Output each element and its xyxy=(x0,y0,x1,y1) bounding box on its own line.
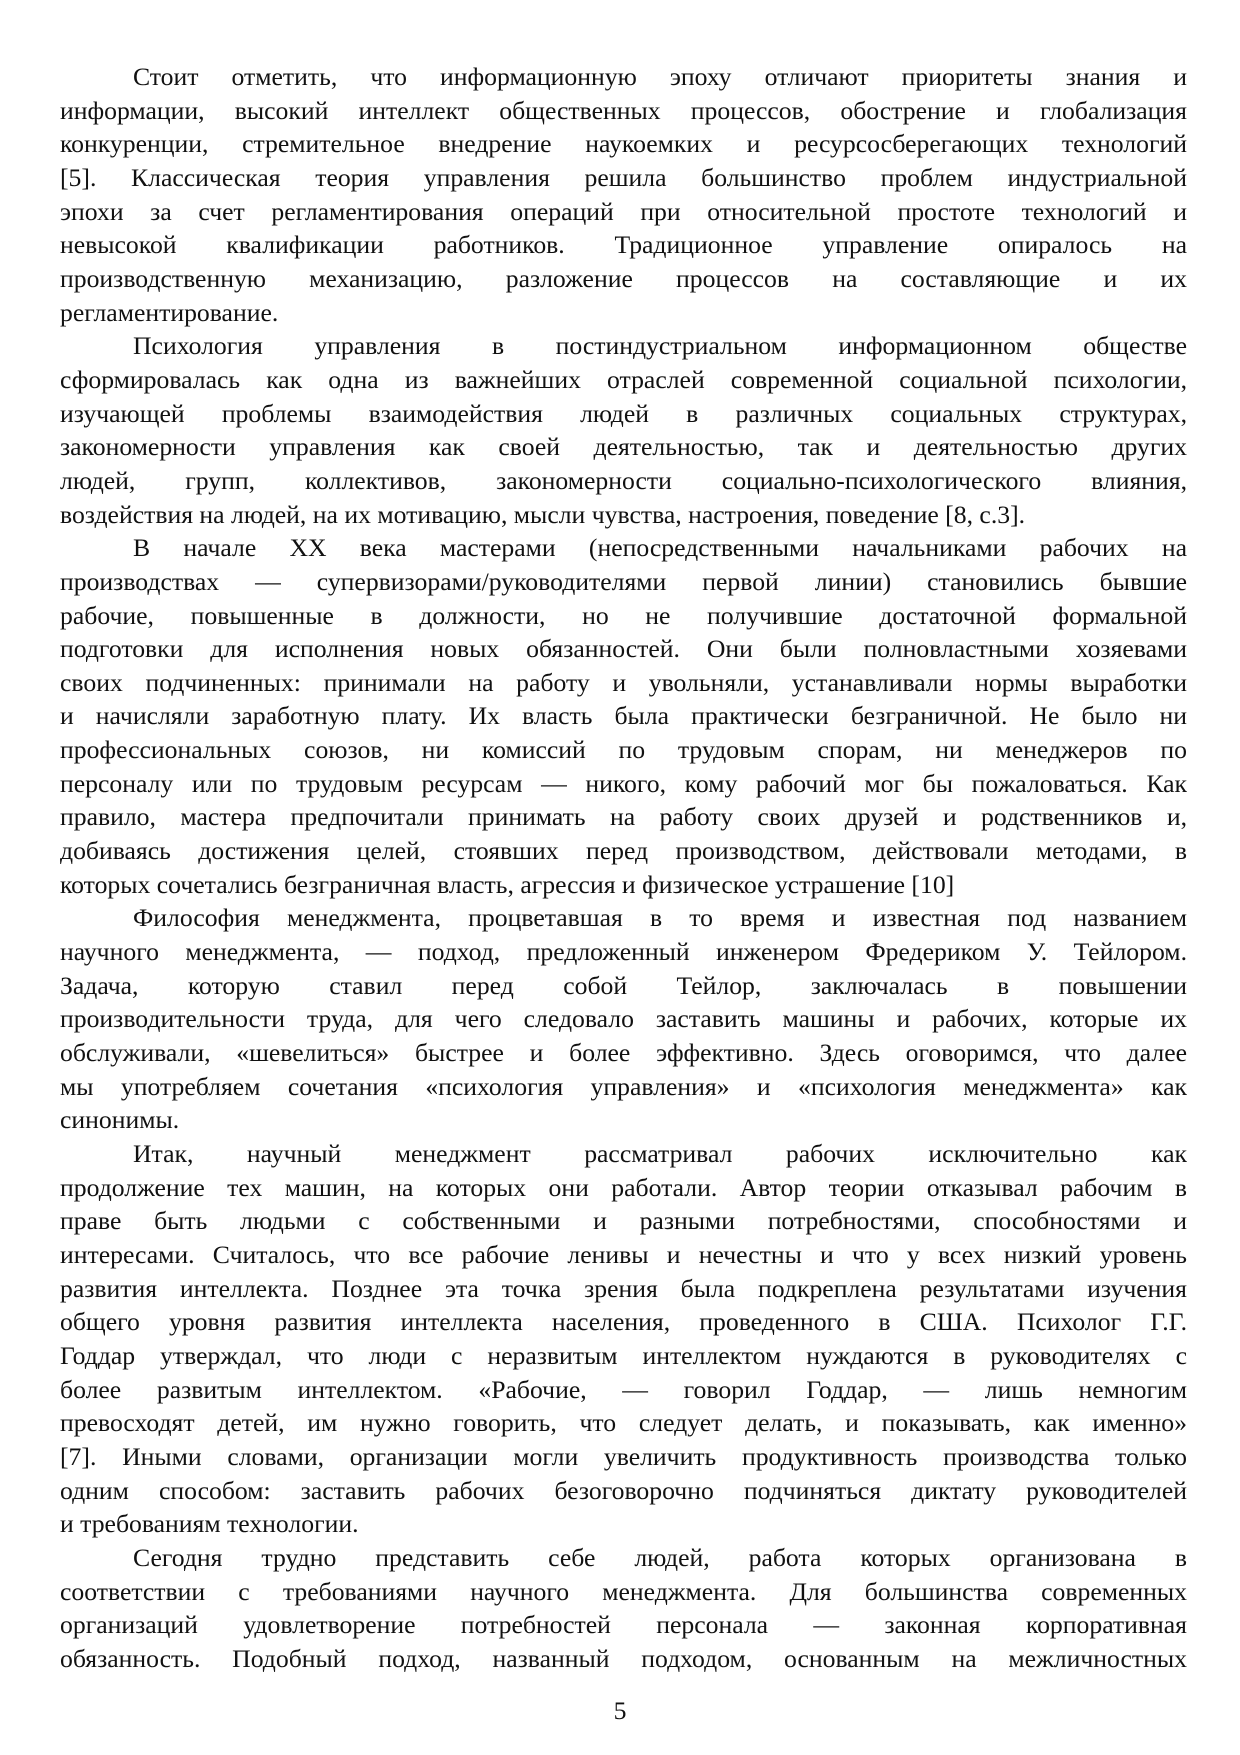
text-line: эпохи за счет регламентирования операций при относительной простоте технологий и xyxy=(60,196,1187,226)
text-line: синонимы. xyxy=(60,1105,180,1135)
text-line: подготовки для исполнения новых обязанностей. Они были полновластными хозяевами xyxy=(60,634,1187,664)
text-line: Годдар утверждал, что люди с неразвитым интеллектом нуждаются в руководителях с xyxy=(60,1340,1187,1370)
text-line: невысокой квалификации работников. Традиционное управление опиралось на xyxy=(60,230,1187,260)
text-line: изучающей проблемы взаимодействия людей в различных социальных структурах, xyxy=(60,398,1187,428)
text-line: более развитым интеллектом. «Рабочие, — говорил Годдар, — лишь немногим xyxy=(60,1374,1187,1404)
text-line: закономерности управления как своей деятельностью, так и деятельностью других xyxy=(60,432,1187,462)
page-number: 5 xyxy=(613,1696,627,1725)
text-line: производственную механизацию, разложение процессов на составляющие и их xyxy=(60,263,1187,293)
text-line: Сегодня трудно представить себе людей, работа которых организована в xyxy=(133,1542,1187,1572)
text-line: одним способом: заставить рабочих безоговорочно подчиняться диктату руководителей xyxy=(60,1475,1187,1505)
text-line: соответствии с требованиями научного менеджмента. Для большинства современных xyxy=(60,1576,1187,1606)
text-line: обслуживали, «шевелиться» быстрее и более эффективно. Здесь оговоримся, что далее xyxy=(60,1038,1187,1068)
text-line: и начисляли заработную плату. Их власть была практически безграничной. Не было ни xyxy=(60,701,1187,731)
text-line: Итак, научный менеджмент рассматривал рабочих исключительно как xyxy=(133,1139,1187,1168)
text-line: правило, мастера предпочитали принимать на работу своих друзей и родственников и, xyxy=(60,802,1187,832)
text-line: производствах — супервизорами/руководителями первой линии) становились бывшие xyxy=(60,566,1187,596)
text-line: Задача, которую ставил перед собой Тейлор, заключалась в повышении xyxy=(60,970,1187,1000)
text-line: профессиональных союзов, ни комиссий по трудовым спорам, ни менеджеров по xyxy=(60,735,1187,765)
text-line: людей, групп, коллективов, закономерности социально-психологического влияния, xyxy=(60,465,1187,495)
paragraph xyxy=(60,901,1187,1137)
text-line: сформировалась как одна из важнейших отраслей современной социальной психологии, xyxy=(60,364,1187,394)
text-line: интересами. Считалось, что все рабочие ленивы и нечестны и что у всех низкий уровень xyxy=(60,1239,1187,1269)
text-line: Стоит отметить, что информационную эпоху отличают приоритеты знания и xyxy=(133,62,1187,91)
text-line: которых сочетались безграничная власть, агрессия и физическое устрашение [10] xyxy=(60,869,955,899)
text-line: В начале XX века мастерами (непосредственными начальниками рабочих на xyxy=(133,533,1187,563)
text-line: [7]. Иными словами, организации могли увеличить продуктивность производства только xyxy=(60,1441,1187,1471)
text-line: персоналу или по трудовым ресурсам — никого, кому рабочий мог бы пожаловаться. Как xyxy=(60,768,1187,798)
text-line: информации, высокий интеллект общественных процессов, обострение и глобализация xyxy=(60,95,1187,125)
text-line: [5]. Классическая теория управления решила большинство проблем индустриальной xyxy=(60,162,1187,192)
paragraph xyxy=(60,329,1187,531)
text-line: обязанность. Подобный подход, названный подходом, основанным на межличностных xyxy=(60,1643,1187,1673)
text-line: научного менеджмента, — подход, предложенный инженером Фредериком У. Тейлором. xyxy=(60,937,1187,967)
text-line: производительности труда, для чего следовало заставить машины и рабочих, которые их xyxy=(60,1004,1187,1034)
text-line: превосходят детей, им нужно говорить, что следует делать, и показывать, как именно» xyxy=(60,1408,1187,1438)
text-line: организаций удовлетворение потребностей персонала — законная корпоративная xyxy=(60,1610,1187,1640)
paragraph xyxy=(60,1137,1187,1541)
text-line: своих подчиненных: принимали на работу и увольняли, устанавливали нормы выработки xyxy=(60,667,1187,697)
text-line: рабочие, повышенные в должности, но не получившие достаточной формальной xyxy=(60,600,1187,630)
text-line: общего уровня развития интеллекта населения, проведенного в США. Психолог Г.Г. xyxy=(60,1307,1187,1337)
text-line: мы употребляем сочетания «психология управления» и «психология менеджмента» как xyxy=(60,1071,1187,1101)
text-line: воздействия на людей, на их мотивацию, мысли чувства, настроения, поведение [8, с.3]. xyxy=(60,499,1026,529)
document-body xyxy=(60,60,1187,1676)
paragraph xyxy=(60,531,1187,901)
text-line: и требованиям технологии. xyxy=(60,1509,359,1539)
text-line: Психология управления в постиндустриальном информационном обществе xyxy=(133,331,1187,361)
paragraph xyxy=(60,1541,1187,1676)
text-line: развития интеллекта. Позднее эта точка зрения была подкреплена результатами изучения xyxy=(60,1273,1187,1303)
text-line: регламентирование. xyxy=(60,297,279,327)
text-line: конкуренции, стремительное внедрение наукоемких и ресурсосберегающих технологий xyxy=(60,129,1187,159)
text-line: Философия менеджмента, процветавшая в то время и известная под названием xyxy=(133,903,1187,933)
paragraph xyxy=(60,60,1187,329)
text-line: добиваясь достижения целей, стоявших перед производством, действовали методами, в xyxy=(60,836,1187,866)
text-line: продолжение тех машин, на которых они работали. Автор теории отказывал рабочим в xyxy=(60,1172,1187,1202)
text-line: праве быть людьми с собственными и разными потребностями, способностями и xyxy=(60,1206,1187,1236)
